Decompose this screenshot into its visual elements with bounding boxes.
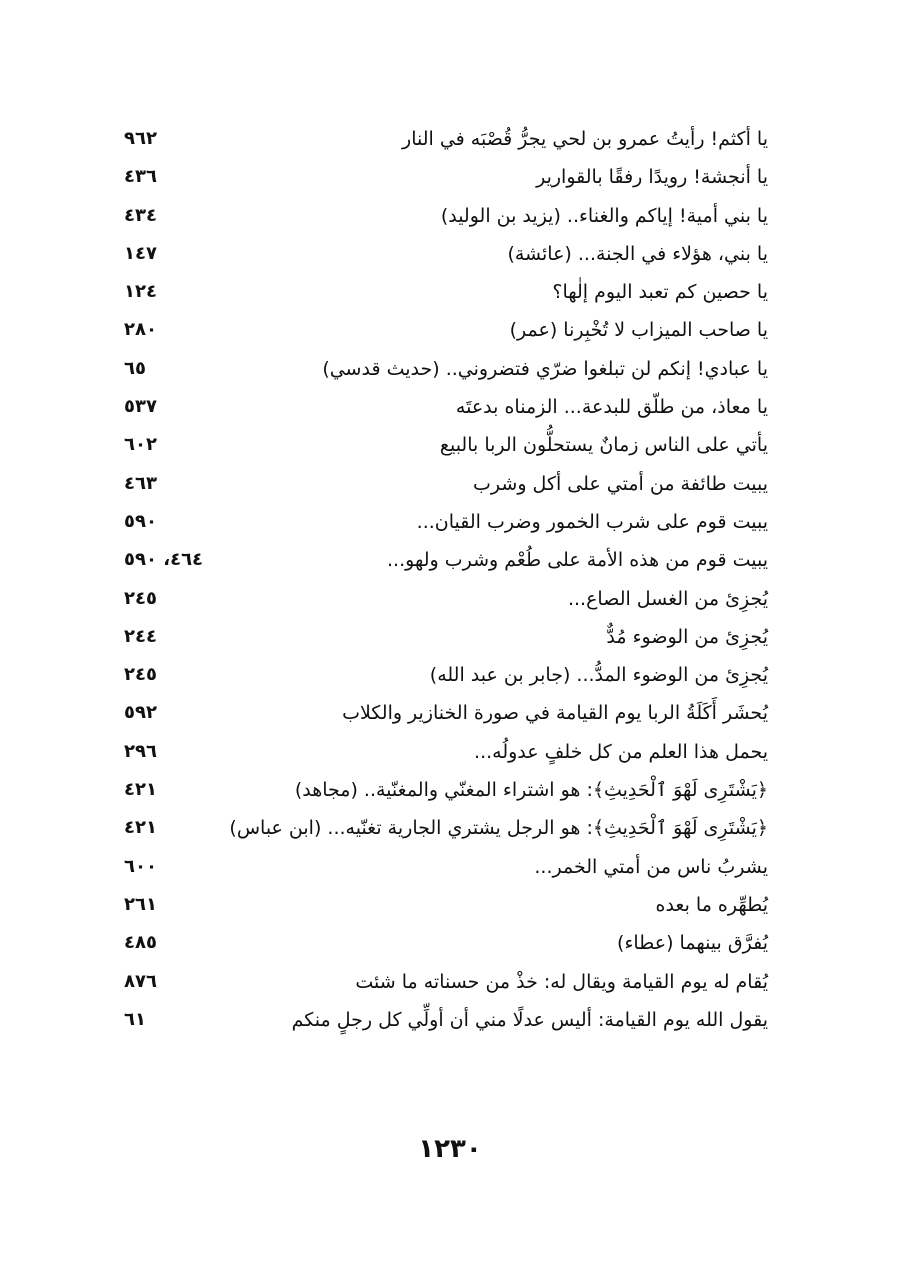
index-entry — [0, 503, 900, 541]
entry-page-number: ٦٥ — [124, 357, 146, 379]
entry-page-number: ٢٤٥ — [124, 587, 157, 609]
entry-text: يُجزِئ من الغسل الصاع... — [567, 587, 768, 610]
index-entry — [0, 963, 900, 1001]
index-entry — [0, 273, 900, 311]
entry-page-number: ٢٤٥ — [124, 664, 157, 686]
entry-page-number: ٥٩٠ — [124, 510, 157, 532]
entry-page-number: ٦٠٠ — [124, 855, 157, 877]
entry-text: يقول الله يوم القيامة: أليس عدلًا مني أن أولِّي كل رجلٍ منكم — [291, 1008, 768, 1031]
index-entry — [0, 694, 900, 732]
entry-page-number: ٥٩٢ — [124, 702, 157, 724]
entry-text: يبيت قوم من هذه الأمة على طُعْم وشرب ولهو... — [387, 549, 768, 572]
index-entry — [0, 924, 900, 962]
entry-page-number: ٤٢١ — [124, 817, 157, 839]
index-entry — [0, 311, 900, 349]
index-entry — [0, 388, 900, 426]
index-entry — [0, 465, 900, 503]
index-entry — [0, 426, 900, 464]
entry-page-number: ٢٨٠ — [124, 319, 157, 341]
hadith-index-list — [0, 120, 900, 1039]
entry-page-number: ١٢٤ — [124, 281, 157, 303]
entry-page-number: ٤٢١ — [124, 779, 157, 801]
entry-text: يا أنجشة! رويدًا رفقًا بالقوارير — [536, 166, 768, 189]
index-entry — [0, 771, 900, 809]
entry-page-number: ٥٣٧ — [124, 396, 157, 418]
index-entry — [0, 580, 900, 618]
entry-page-number: ٤٨٥ — [124, 932, 157, 954]
entry-page-number: ٢٦١ — [124, 893, 157, 915]
entry-text: يا حصين كم تعبد اليوم إلٰها؟ — [552, 281, 768, 304]
entry-text: يبيت طائفة من أمتي على أكل وشرب — [473, 472, 768, 495]
index-entry — [0, 235, 900, 273]
entry-text: يا عبادي! إنكم لن تبلغوا ضرّي فتضروني.. (حديث قدسي) — [322, 357, 768, 380]
entry-page-number: ٨٧٦ — [124, 970, 157, 992]
index-entry — [0, 809, 900, 847]
entry-text: يا أكثم! رأيتُ عمرو بن لحي يجرُّ قُصْبَه في النار — [402, 128, 768, 150]
entry-text: يُطهِّره ما بعده — [655, 893, 768, 916]
entry-text: يُفرَّق بينهما (عطاء) — [617, 932, 768, 955]
entry-text: يُحشَر أَكَلَةُ الربا يوم القيامة في صورة الخنازير والكلاب — [342, 702, 768, 725]
entry-text: يأتي على الناس زمانٌ يستحلُّون الربا بالبيع — [439, 434, 768, 457]
index-entry — [0, 120, 900, 158]
entry-page-number: ٢٤٤ — [124, 625, 157, 647]
entry-page-number: ٤٦٣ — [124, 472, 157, 494]
entry-page-number: ١٤٧ — [124, 242, 157, 264]
index-entry — [0, 197, 900, 235]
entry-page-number: ٤٣٤ — [124, 204, 157, 226]
index-entry — [0, 618, 900, 656]
entry-text: يُجزِئ من الوضوء المدُّ... (جابر بن عبد الله) — [429, 664, 768, 687]
entry-text: يا معاذ، من طلّق للبدعة... الزمناه بدعتَه — [455, 396, 768, 419]
index-entry — [0, 158, 900, 196]
index-entry — [0, 848, 900, 886]
index-entry — [0, 350, 900, 388]
index-entry — [0, 1001, 900, 1039]
entry-text: يُقام له يوم القيامة ويقال له: خذْ من حسناته ما شئت — [355, 970, 768, 993]
entry-text: يا بني أمية! إياكم والغناء.. (يزيد بن الوليد) — [440, 204, 768, 227]
entry-page-number: ٦١ — [124, 1008, 146, 1030]
entry-text: ﴿يَشْتَرِى لَهْوَ ٱلْحَدِيثِ﴾: هو اشتراء المغنّي والمغنّية.. (مجاهد) — [294, 779, 768, 802]
entry-text: يُجزِئ من الوضوء مُدٌّ — [606, 625, 768, 648]
entry-text: ﴿يَشْتَرِى لَهْوَ ٱلْحَدِيثِ﴾: هو الرجل يشتري الجارية تغنّيه... (ابن عباس) — [229, 817, 768, 840]
entry-page-number: ٤٦٤، ٥٩٠ — [124, 549, 204, 571]
entry-page-number: ٢٩٦ — [124, 740, 157, 762]
entry-page-number: ٩٦٢ — [124, 128, 157, 149]
entry-text: يا بني، هؤلاء في الجنة... (عائشة) — [507, 242, 768, 265]
index-entry — [0, 656, 900, 694]
entry-text: يحمل هذا العلم من كل خلفٍ عدولُه... — [474, 740, 768, 763]
entry-page-number: ٤٣٦ — [124, 166, 157, 188]
entry-text: يشربُ ناس من أمتي الخمر... — [534, 855, 768, 878]
index-entry — [0, 733, 900, 771]
entry-text: يبيت قوم على شرب الخمور وضرب القيان... — [416, 510, 768, 533]
entry-text: يا صاحب الميزاب لا تُخْبِرنا (عمر) — [509, 319, 768, 342]
entry-page-number: ٦٠٢ — [124, 434, 157, 456]
page-number: ١٢٣٠ — [418, 1134, 482, 1164]
index-entry — [0, 886, 900, 924]
index-entry — [0, 541, 900, 579]
